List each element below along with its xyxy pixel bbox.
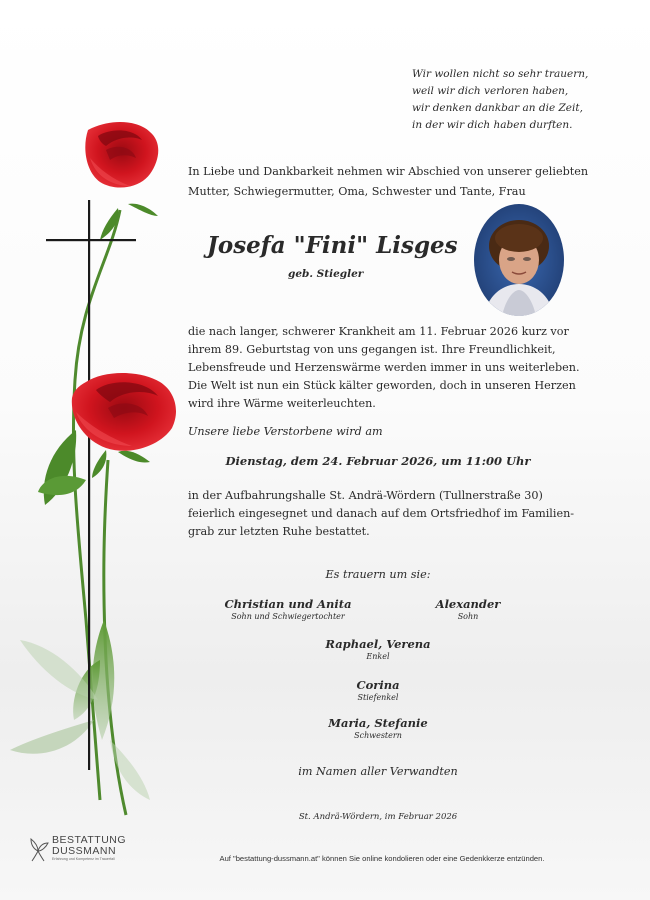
- obituary-line: die nach langer, schwerer Krankheit am 11. Februar 2026 kurz vor: [188, 325, 569, 338]
- logo-tagline: Erfahrung und Kompetenz im Trauerfall: [52, 857, 115, 861]
- mourner-names: Alexander: [435, 597, 501, 611]
- mourner-names: Corina: [356, 678, 400, 692]
- poem-line: Wir wollen nicht so sehr trauern,: [412, 68, 589, 80]
- obituary-line: wird ihre Wärme weiterleuchten.: [188, 397, 376, 410]
- leaf: [128, 204, 158, 216]
- mourner-entry: [208, 597, 368, 621]
- mourner-relation: Schwestern: [354, 731, 402, 740]
- intro-line: Mutter, Schwiegermutter, Oma, Schwester und Tante, Frau: [188, 185, 526, 198]
- intro-line: In Liebe und Dankbarkeit nehmen wir Abschied von unserer geliebten: [188, 165, 589, 178]
- mourner-relation: Stiefenkel: [357, 693, 399, 702]
- relatives-note: im Namen aller Verwandten: [298, 765, 458, 778]
- poem-line: weil wir dich verloren haben,: [412, 85, 569, 97]
- mourner-names: Raphael, Verena: [325, 637, 431, 651]
- place-date: St. Andrä-Wördern, im Februar 2026: [298, 812, 458, 822]
- poem-line: wir denken dankbar an die Zeit,: [412, 102, 583, 114]
- funeral-date: Dienstag, dem 24. Februar 2026, um 11:00 Uhr: [225, 454, 531, 468]
- mourner-relation: Enkel: [366, 652, 390, 661]
- funeral-home-logo: [28, 833, 148, 867]
- deceased-name: Josefa "Fini" Lisges: [207, 232, 458, 259]
- poem-line: in der wir dich haben durften.: [412, 119, 573, 131]
- mourner-entry: [298, 637, 458, 661]
- cross-icon: [88, 200, 90, 770]
- obituary-text: [188, 323, 588, 413]
- dove-icon: [28, 833, 50, 863]
- leaf: [20, 640, 98, 700]
- mourners-heading: Es trauern um sie:: [325, 568, 431, 581]
- leaf: [118, 451, 150, 463]
- roses-illustration: [0, 100, 190, 820]
- mourner-entry: [298, 716, 458, 740]
- intro-text: [188, 162, 588, 202]
- mourner-entry: [408, 597, 528, 621]
- mourner-relation: Sohn und Schwiegertochter: [231, 612, 345, 621]
- funeral-details-line: feierlich eingesegnet und danach auf dem Ortsfriedhof im Familien-: [188, 507, 575, 520]
- mourner-names: Maria, Stefanie: [328, 716, 428, 730]
- mourner-relation: Sohn: [457, 612, 479, 621]
- obituary-line: Lebensfreude und Herzenswärme werden immer in uns weiterleben.: [188, 361, 580, 374]
- birth-name: geb. Stiegler: [288, 268, 364, 280]
- cross-icon-bar: [46, 239, 136, 241]
- logo-line2: DUSSMANN: [52, 844, 117, 857]
- portrait-photo: [474, 204, 564, 316]
- funeral-details-line: grab zur letzten Ruhe bestattet.: [188, 525, 370, 538]
- rose-icon-upper: [85, 122, 158, 188]
- logo-line1: BESTATTUNG: [52, 834, 127, 846]
- leaf: [10, 720, 94, 754]
- logo-text: [52, 835, 126, 856]
- mourner-names: Christian und Anita: [224, 597, 352, 611]
- obituary-line: ihrem 89. Geburtstag von uns gegangen ist. Ihre Freundlichkeit,: [188, 343, 556, 356]
- funeral-announcement: Unsere liebe Verstorbene wird am: [188, 425, 383, 438]
- funeral-details-line: in der Aufbahrungshalle St. Andrä-Wördern (Tullnerstraße 30): [188, 489, 543, 502]
- rose-icon-lower: [72, 373, 176, 451]
- funeral-details: [188, 487, 588, 541]
- leaf: [92, 450, 106, 478]
- footer-note: Auf "bestattung-dussmann.at" können Sie online kondolieren oder eine Gedenkkerze entzünden.: [219, 854, 545, 863]
- mourner-entry: [298, 678, 458, 702]
- poem: [412, 66, 612, 134]
- obituary-line: Die Welt ist nun ein Stück kälter geworden, doch in unseren Herzen: [188, 379, 576, 392]
